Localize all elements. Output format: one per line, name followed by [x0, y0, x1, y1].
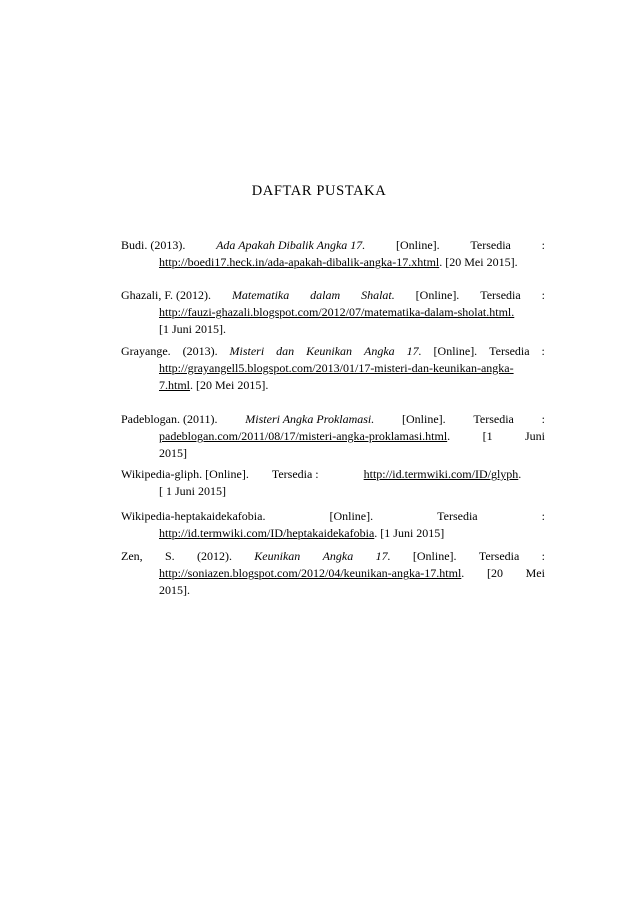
author-year: Ghazali, F. (2012).: [121, 288, 212, 302]
reference-line: [121, 525, 545, 542]
reference-line: [121, 377, 545, 394]
online-tag: [Online].: [402, 412, 446, 426]
access-date: [1 Juni 2015].: [159, 322, 226, 336]
available-label: Tersedia: [489, 344, 530, 358]
online-tag: [Online].: [396, 238, 440, 252]
access-date: 2015].: [159, 583, 190, 597]
access-date: . [1 Juni 2015]: [374, 526, 445, 540]
access-date: . [20 Mei 2015].: [190, 378, 269, 392]
reference-line: Padeblogan. (2011). Misteri Angka Proklamasi. [Online]. Tersedia :: [121, 412, 545, 426]
reference-item: [121, 466, 545, 500]
available-label: Tersedia: [478, 549, 520, 563]
reference-line: http://boedi17.heck.in/ada-apakah-dibalik-angka-17.xhtml. [20 Mei 2015].: [159, 255, 518, 269]
available-label: Tersedia: [437, 509, 478, 523]
reference-link[interactable]: http://id.termwiki.com/ID/heptakaidekafobia: [159, 526, 375, 540]
online-tag: [Online].: [412, 549, 457, 563]
article-title: Ada Apakah Dibalik Angka 17.: [216, 238, 366, 252]
reference-link[interactable]: padeblogan.com/2011/08/17/misteri-angka-proklamasi.html: [159, 429, 448, 443]
reference-link[interactable]: http://grayangell5.blogspot.com/2013/01/17-misteri-dan-keunikan-angka-: [159, 361, 514, 375]
reference-line: Ghazali, F. (2012). Matematika dalam Shalat. [Online]. Tersedia :: [121, 288, 545, 302]
article-title: Misteri Angka Proklamasi.: [245, 412, 375, 426]
reference-link[interactable]: http://boedi17.heck.in/ada-apakah-dibalik-angka-17.xhtml: [159, 255, 440, 269]
available-label: Tersedia: [473, 412, 514, 426]
access-date: [20 Mei 2015].: [445, 255, 518, 269]
reference-link[interactable]: http://soniazen.blogspot.com/2012/04/keunikan-angka-17.html: [159, 566, 462, 580]
reference-link-continued[interactable]: 7.html: [159, 378, 191, 392]
reference-line: Budi. (2013). Ada Apakah Dibalik Angka 17. [Online]. Tersedia :: [121, 238, 545, 252]
access-date: [ 1 Juni 2015]: [159, 484, 226, 498]
reference-item: [121, 287, 545, 338]
reference-line: http://soniazen.blogspot.com/2012/04/keunikan-angka-17.html. [20 Mei: [159, 566, 545, 580]
reference-line: Wikipedia-heptakaidekafobia. [Online]. Tersedia :: [121, 509, 545, 523]
reference-item: [121, 237, 545, 271]
reference-line: padeblogan.com/2011/08/17/misteri-angka-proklamasi.html. [1 Juni: [159, 429, 545, 443]
reference-item: [121, 548, 545, 599]
reference-line: Grayange. (2013). Misteri dan Keunikan Angka 17. [Online]. Tersedia :: [121, 344, 545, 358]
online-tag: [Online].: [433, 344, 478, 358]
access-date: 2015]: [159, 446, 187, 460]
reference-link[interactable]: http://fauzi-ghazali.blogspot.com/2012/07/matematika-dalam-sholat.html.: [159, 305, 515, 319]
reference-line: [121, 304, 545, 321]
reference-item: [121, 508, 545, 542]
online-tag: [Online].: [329, 509, 374, 523]
reference-line: Zen, S. (2012). Keunikan Angka 17. [Online]. Tersedia :: [121, 549, 545, 563]
available-label: Tersedia: [480, 288, 521, 302]
page-title: DAFTAR PUSTAKA: [251, 183, 387, 199]
reference-line: Wikipedia-gliph. [Online]. Tersedia : http://id.termwiki.com/ID/glyph.: [121, 467, 522, 481]
online-tag: [Online].: [415, 288, 460, 302]
author-year: Budi. (2013).: [121, 238, 186, 252]
reference-line: [121, 360, 545, 377]
available-label: Tersedia :: [271, 467, 319, 481]
available-label: Tersedia: [470, 238, 511, 252]
reference-item: [121, 411, 545, 462]
reference-link[interactable]: http://id.termwiki.com/ID/glyph: [363, 467, 519, 481]
reference-item: [121, 343, 545, 394]
